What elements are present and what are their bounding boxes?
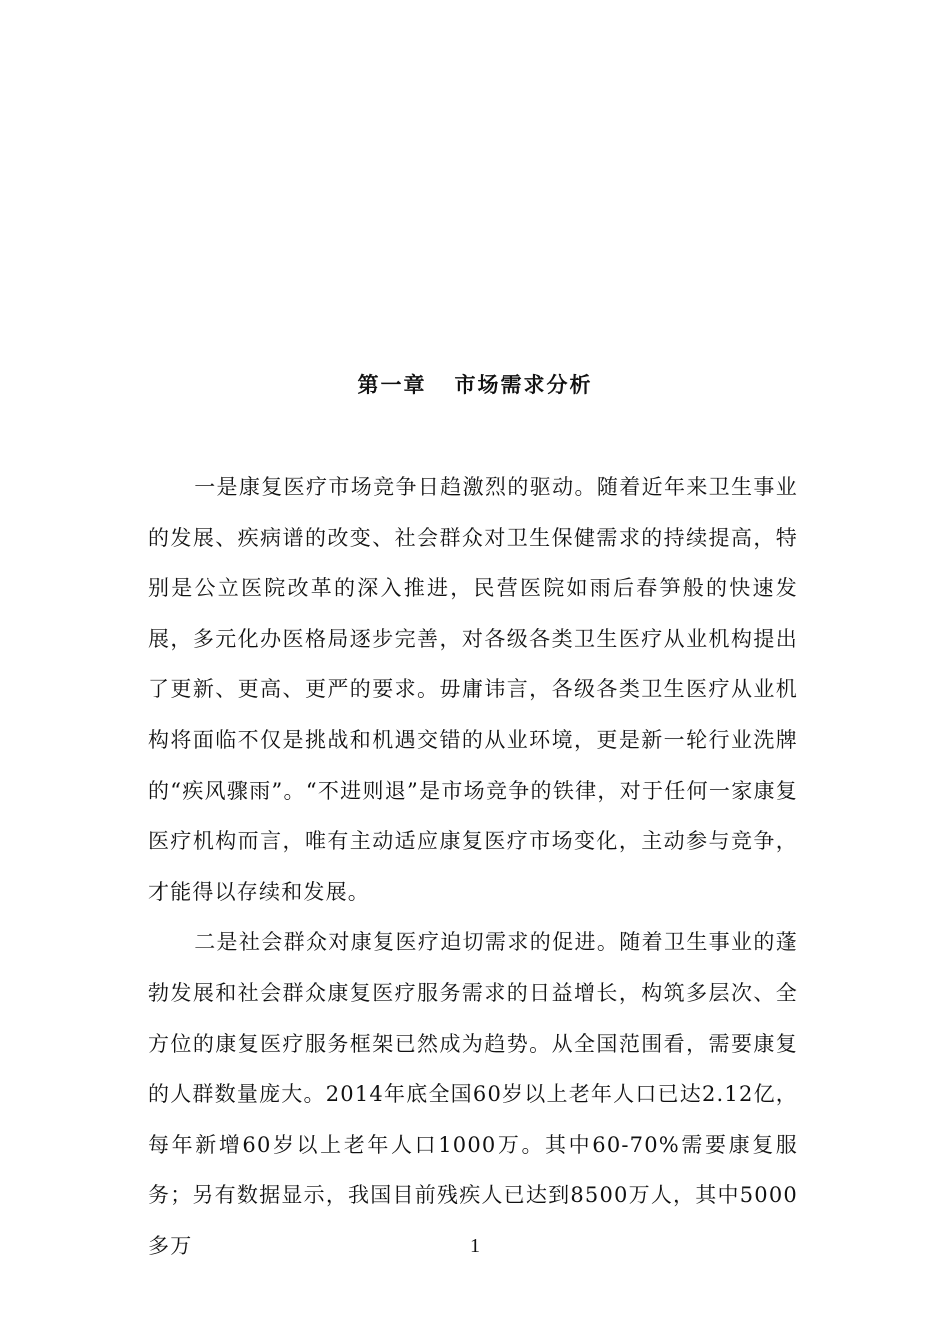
- paragraph-1: 一是康复医疗市场竞争日趋激烈的驱动。随着近年来卫生事业的发展、疾病谱的改变、社会群众对卫生保健需求的持续提高，特别是公立医院改革的深入推进，民营医院如雨后春笋般的快速发展，多元化办医格局逐步完善，对各级各类卫生医疗从业机构提出了更新、更高、更严的要求。毋庸讳言，各级各类卫生医疗从业机构将面临不仅是挑战和机遇交错的从业环境，更是新一轮行业洗牌的“疾风骤雨”。“不进则退”是市场竞争的铁律，对于任何一家康复医疗机构而言，唯有主动适应康复医疗市场变化，主动参与竞争，才能得以存续和发展。: [148, 475, 798, 904]
- page-number: 1: [470, 1235, 480, 1257]
- chapter-title: 第一章 市场需求分析: [357, 373, 593, 397]
- paragraph-2: 二是社会群众对康复医疗迫切需求的促进。随着卫生事业的蓬勃发展和社会群众康复医疗服务需求的日益增长，构筑多层次、全方位的康复医疗服务框架已然成为趋势。从全国范围看，需要康复的人群数量庞大。2014年底全国60岁以上老年人口已达2.12亿，每年新增60岁以上老年人口1000万。其中60-70%需要康复服务；另有数据显示，我国目前残疾人已达到8500万人，其中5000多万: [148, 930, 798, 1258]
- body-text: [148, 462, 798, 1272]
